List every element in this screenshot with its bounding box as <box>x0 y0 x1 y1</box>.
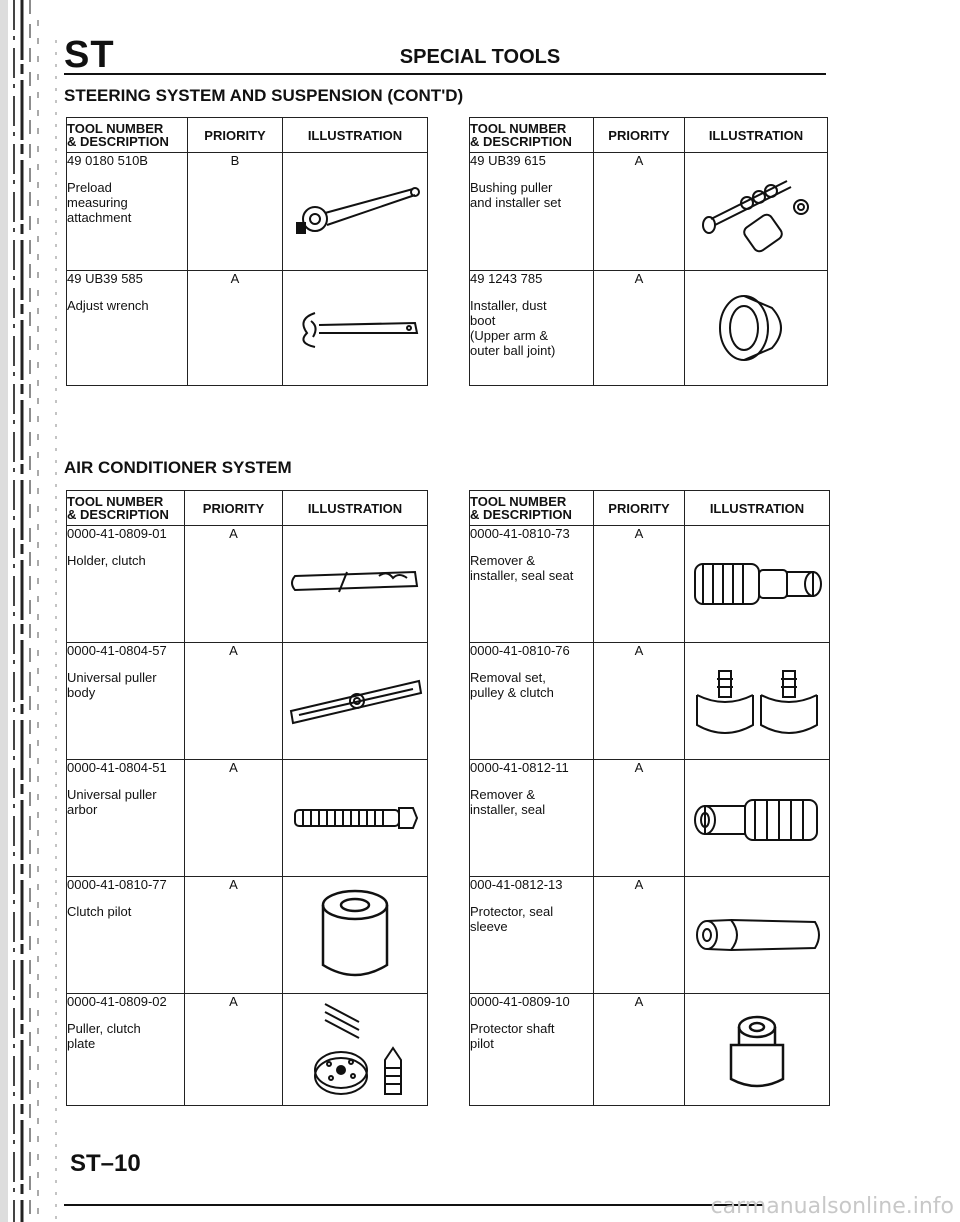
tool-description: 49 UB39 615 Bushing puller and installer set <box>470 153 594 271</box>
tool-illustration <box>283 526 428 643</box>
tool-description: 49 0180 510B Preload measuring attachment <box>67 153 188 271</box>
tool-number: 0000-41-0809-10 <box>470 994 570 1009</box>
tool-priority: A <box>185 994 283 1106</box>
steering-section-heading: STEERING SYSTEM AND SUSPENSION (CONT'D) <box>64 86 464 105</box>
clutch-holder-icon <box>287 564 423 604</box>
seal-seat-remover-icon <box>687 554 827 614</box>
tool-priority: A <box>594 271 685 386</box>
shaft-pilot-protector-icon <box>717 1005 797 1095</box>
tool-priority: A <box>594 643 685 760</box>
seal-remover-icon <box>687 788 827 848</box>
table-row <box>470 760 830 877</box>
tool-illustration <box>685 153 828 271</box>
pulley-removal-set-icon <box>687 661 827 741</box>
table-row <box>470 877 830 994</box>
table-row <box>470 153 828 271</box>
tool-illustration <box>685 877 830 994</box>
tool-illustration <box>685 643 830 760</box>
tool-illustration <box>283 760 428 877</box>
tool-description: 0000-41-0804-57 Universal puller body <box>67 643 185 760</box>
preload-attachment-icon <box>285 177 425 247</box>
priority-column-header: PRIORITY <box>594 491 685 526</box>
illustration-column-header: ILLUSTRATION <box>685 118 828 153</box>
tool-description: 49 UB39 585 Adjust wrench <box>67 271 188 386</box>
tool-illustration <box>685 994 830 1106</box>
tool-number: 0000-41-0804-57 <box>67 643 167 658</box>
table-row <box>470 994 830 1106</box>
tool-priority: A <box>185 526 283 643</box>
page-title: SPECIAL TOOLS <box>399 46 561 68</box>
tool-priority: A <box>594 994 685 1106</box>
desc-column-header: TOOL NUMBER & DESCRIPTION <box>67 491 185 526</box>
table-row <box>67 271 428 386</box>
tool-priority: A <box>594 526 685 643</box>
page-number: ST–10 <box>70 1150 141 1177</box>
desc-column-header: TOOL NUMBER & DESCRIPTION <box>470 118 594 153</box>
section-code: ST <box>64 34 115 76</box>
dust-boot-installer-icon <box>706 288 806 368</box>
table-row <box>67 643 428 760</box>
tool-number: 49 1243 785 <box>470 271 543 286</box>
tool-number: 0000-41-0809-01 <box>67 526 167 541</box>
tool-illustration <box>685 526 830 643</box>
tool-priority: A <box>185 877 283 994</box>
tool-number: 0000-41-0809-02 <box>67 994 167 1009</box>
tool-number: 0000-41-0804-51 <box>67 760 167 775</box>
tool-priority: A <box>185 643 283 760</box>
tool-illustration <box>685 271 828 386</box>
tool-number: 49 UB39 585 <box>67 271 143 286</box>
tool-priority: A <box>594 760 685 877</box>
tool-description: 0000-41-0809-02 Puller, clutch plate <box>67 994 185 1106</box>
desc-column-header: TOOL NUMBER & DESCRIPTION <box>470 491 594 526</box>
tool-number: 0000-41-0810-77 <box>67 877 167 892</box>
aircon-right-table <box>469 490 830 1106</box>
tool-illustration <box>685 760 830 877</box>
tool-illustration <box>283 994 428 1106</box>
header-row <box>67 118 428 153</box>
clutch-pilot-icon <box>310 885 400 985</box>
tool-description: 0000-41-0804-51 Universal puller arbor <box>67 760 185 877</box>
illustration-column-header: ILLUSTRATION <box>283 118 428 153</box>
adjust-wrench-icon <box>285 303 425 353</box>
priority-column-header: PRIORITY <box>594 118 685 153</box>
table-row <box>470 643 830 760</box>
watermark: carmanualsonline.info <box>710 1194 954 1219</box>
puller-arbor-icon <box>287 800 423 836</box>
illustration-column-header: ILLUSTRATION <box>283 491 428 526</box>
tool-number: 000-41-0812-13 <box>470 877 563 892</box>
table-row <box>67 760 428 877</box>
header-row <box>67 491 428 526</box>
tool-number: 0000-41-0810-73 <box>470 526 570 541</box>
tool-priority: A <box>594 877 685 994</box>
tool-number: 49 UB39 615 <box>470 153 546 168</box>
bushing-puller-set-icon <box>691 167 821 257</box>
tool-description: 0000-41-0812-11 Remover & installer, seal <box>470 760 594 877</box>
header-row <box>470 491 830 526</box>
steering-right-table <box>469 117 828 386</box>
priority-column-header: PRIORITY <box>188 118 283 153</box>
footer-rule <box>64 1204 764 1206</box>
desc-column-header: TOOL NUMBER & DESCRIPTION <box>67 118 188 153</box>
priority-column-header: PRIORITY <box>185 491 283 526</box>
tool-priority: A <box>188 271 283 386</box>
illustration-column-header: ILLUSTRATION <box>685 491 830 526</box>
tool-number: 0000-41-0812-11 <box>470 760 569 775</box>
steering-left-table <box>66 117 428 386</box>
tool-priority: A <box>185 760 283 877</box>
table-row <box>67 526 428 643</box>
tool-description: 0000-41-0810-77 Clutch pilot <box>67 877 185 994</box>
tool-illustration <box>283 271 428 386</box>
binding-edge-scan-marks <box>0 0 62 1222</box>
table-row <box>470 271 828 386</box>
tool-number: 49 0180 510B <box>67 153 148 168</box>
clutch-plate-puller-icon <box>295 998 415 1102</box>
header-row <box>470 118 828 153</box>
tool-priority: B <box>188 153 283 271</box>
tool-description: 000-41-0812-13 Protector, seal sleeve <box>470 877 594 994</box>
tool-illustration <box>283 153 428 271</box>
table-row <box>470 526 830 643</box>
tool-description: 0000-41-0809-10 Protector shaft pilot <box>470 994 594 1106</box>
tool-priority: A <box>594 153 685 271</box>
tool-description: 0000-41-0809-01 Holder, clutch <box>67 526 185 643</box>
table-row <box>67 153 428 271</box>
aircon-section-heading: AIR CONDITIONER SYSTEM <box>64 458 292 477</box>
tool-description: 0000-41-0810-76 Removal set, pulley & clutch <box>470 643 594 760</box>
seal-sleeve-protector-icon <box>687 910 827 960</box>
puller-body-icon <box>285 671 425 731</box>
table-row <box>67 994 428 1106</box>
tool-illustration <box>283 877 428 994</box>
aircon-left-table <box>66 490 428 1106</box>
table-row <box>67 877 428 994</box>
header-rule <box>64 73 826 75</box>
tool-description: 49 1243 785 Installer, dust boot (Upper arm & outer ball joint) <box>470 271 594 386</box>
tool-illustration <box>283 643 428 760</box>
tool-description: 0000-41-0810-73 Remover & installer, seal seat <box>470 526 594 643</box>
tool-number: 0000-41-0810-76 <box>470 643 570 658</box>
